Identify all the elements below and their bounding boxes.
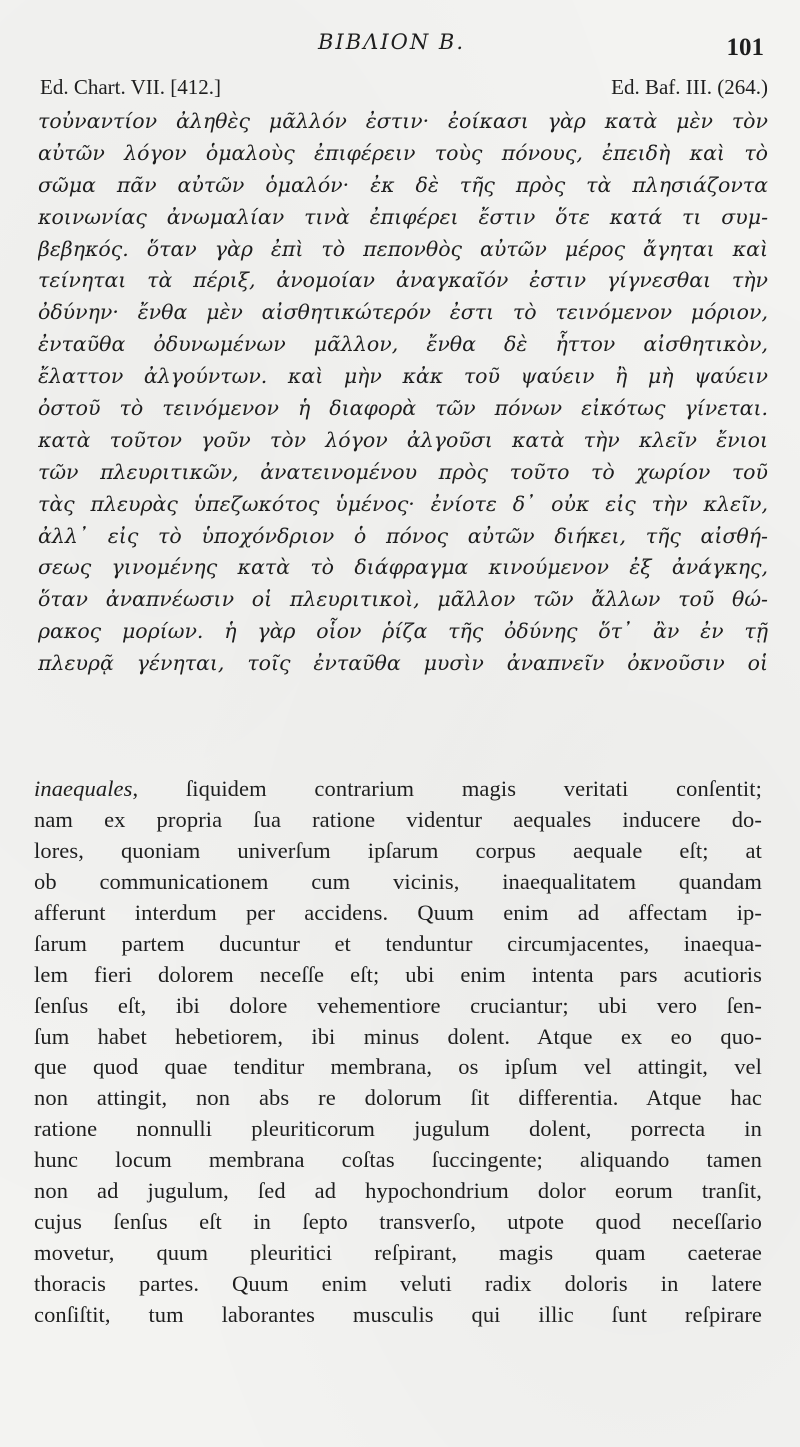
latin-line: ratione nonnulli pleuriticorum jugulum dolent, porrecta in (34, 1116, 762, 1142)
greek-line: ἐνταῦθα ὀδυνωμένων μᾶλλον, ἔνθα δὲ ἧττον αἰσθητικὸν, (38, 332, 768, 357)
latin-line: ob communicationem cum vicinis, inaequalitatem quandam (34, 868, 762, 894)
greek-line: ὅταν ἀναπνέωσιν οἱ πλευριτικοὶ, μᾶλλον τῶν ἄλλων τοῦ θώ- (38, 587, 768, 612)
greek-line: κατὰ τοῦτον γοῦν τὸν λόγον ἀλγοῦσι κατὰ τὴν κλεῖν ἔνιοι (38, 427, 768, 452)
latin-line: hunc locum membrana coſtas ſuccingente; aliquando tamen (34, 1147, 762, 1173)
latin-line: thoracis partes. Quum enim veluti radix doloris in latere (34, 1271, 762, 1296)
edition-references (40, 75, 768, 105)
greek-line: τῶν πλευριτικῶν, ἀνατεινομένου πρὸς τοῦτο τὸ χωρίον τοῦ (38, 459, 768, 484)
latin-line: ſum habet hebetiorem, ibi minus dolent. Atque ex eo quo- (34, 1023, 762, 1049)
latin-line: conſiſtit, tum laborantes musculis qui illic ſunt reſpirare (34, 1301, 762, 1327)
latin-line: cujus ſenſus eſt in ſepto transverſo, utpote quod neceſſario (34, 1209, 762, 1235)
latin-text-block (34, 774, 762, 1331)
greek-line: βεβηκός. ὅταν γὰρ ἐπὶ τὸ πεπονθὸς αὐτῶν μέρος ἄγηται καὶ (38, 236, 768, 261)
greek-line: τοὐναντίον ἀληθὲς μᾶλλόν ἐστιν· ἐοίκασι γὰρ κατὰ μὲν τὸν (38, 109, 768, 133)
greek-line: κοινωνίας ἀνωμαλίαν τινὰ ἐπιφέρει ἔστιν ὅτε κατά τι συμ- (38, 204, 768, 229)
greek-line: πλευρᾷ γένηται, τοῖς ἐνταῦθα μυσὶν ἀναπνεῖν ὀκνοῦσιν οἱ (38, 651, 768, 676)
book-title: BIBΛΙΟΝ Β. (318, 30, 465, 54)
latin-line: ſarum partem ducuntur et tenduntur circumjacentes, inaequa- (34, 930, 762, 956)
greek-line: τὰς πλευρὰς ὑπεζωκότος ὑμένος· ἐνίοτε δ᾽ οὐκ εἰς τὴν κλεῖν, (38, 491, 768, 516)
latin-first-word: inaequales (34, 776, 133, 801)
latin-line: afferunt interdum per accidens. Quum enim ad affectam ip- (34, 899, 762, 925)
running-head (0, 30, 800, 64)
greek-line: ἔλαττον ἀλγούντων. καὶ μὴν κἀκ τοῦ ψαύειν ἢ μὴ ψαύειν (38, 364, 768, 389)
page-number: 101 (726, 34, 764, 61)
latin-line: que quod quae tenditur membrana, os ipſum vel attingit, vel (34, 1054, 762, 1080)
latin-line: nam ex propria ſua ratione videntur aequales inducere do- (34, 806, 762, 832)
latin-first-line-rest: , ſiquidem contrarium magis veritati conſentit; (132, 776, 762, 801)
latin-line (34, 774, 762, 805)
greek-line: τείνηται τὰ πέριξ, ἀνομοίαν ἀναγκαῖόν ἐστιν γίγνεσθαι τὴν (38, 268, 768, 293)
greek-line: ἀλλ᾽ εἰς τὸ ὑποχόνδριον ὁ πόνος αὐτῶν διήκει, τῆς αἰσθή- (38, 523, 768, 548)
latin-line: lores, quoniam univerſum ipſarum corpus aequale eſt; at (34, 837, 762, 863)
greek-line: ὀδύνην· ἔνθα μὲν αἰσθητικώτερόν ἐστι τὸ τεινόμενον μόριον, (38, 300, 768, 325)
latin-line: non ad jugulum, ſed ad hypochondrium dolor eorum tranſit, (34, 1178, 762, 1204)
greek-line: ὀστοῦ τὸ τεινόμενον ἡ διαφορὰ τῶν πόνων εἰκότως γίνεται. (38, 396, 768, 421)
edition-reference-chart: Ed. Chart. VII. [412.] (40, 75, 221, 99)
greek-line: σεως γινομένης κατὰ τὸ διάφραγμα κινούμενον ἐξ ἀνάγκης, (38, 555, 768, 580)
greek-line: σῶμα πᾶν αὐτῶν ὁμαλόν· ἐκ δὲ τῆς πρὸς τὰ πλησιάζοντα (38, 172, 768, 197)
greek-text-block (38, 106, 768, 680)
edition-reference-basel: Ed. Baf. III. (264.) (611, 75, 768, 99)
greek-line: ρακος μορίων. ἡ γὰρ οἷον ῥίζα τῆς ὀδύνης ὅτ᾽ ἂν ἐν τῇ (38, 619, 768, 644)
latin-line: ſenſus eſt, ibi dolore vehementiore cruciantur; ubi vero ſen- (34, 992, 762, 1018)
latin-line: movetur, quum pleuritici reſpirant, magis quam caeterae (34, 1240, 762, 1266)
greek-line: αὐτῶν λόγον ὁμαλοὺς ἐπιφέρειν τοὺς πόνους, ἐπειδὴ καὶ τὸ (38, 140, 768, 165)
latin-line: lem fieri dolorem neceſſe eſt; ubi enim intenta pars acutioris (34, 961, 762, 987)
latin-line: non attingit, non abs re dolorum ſit differentia. Atque hac (34, 1085, 762, 1111)
